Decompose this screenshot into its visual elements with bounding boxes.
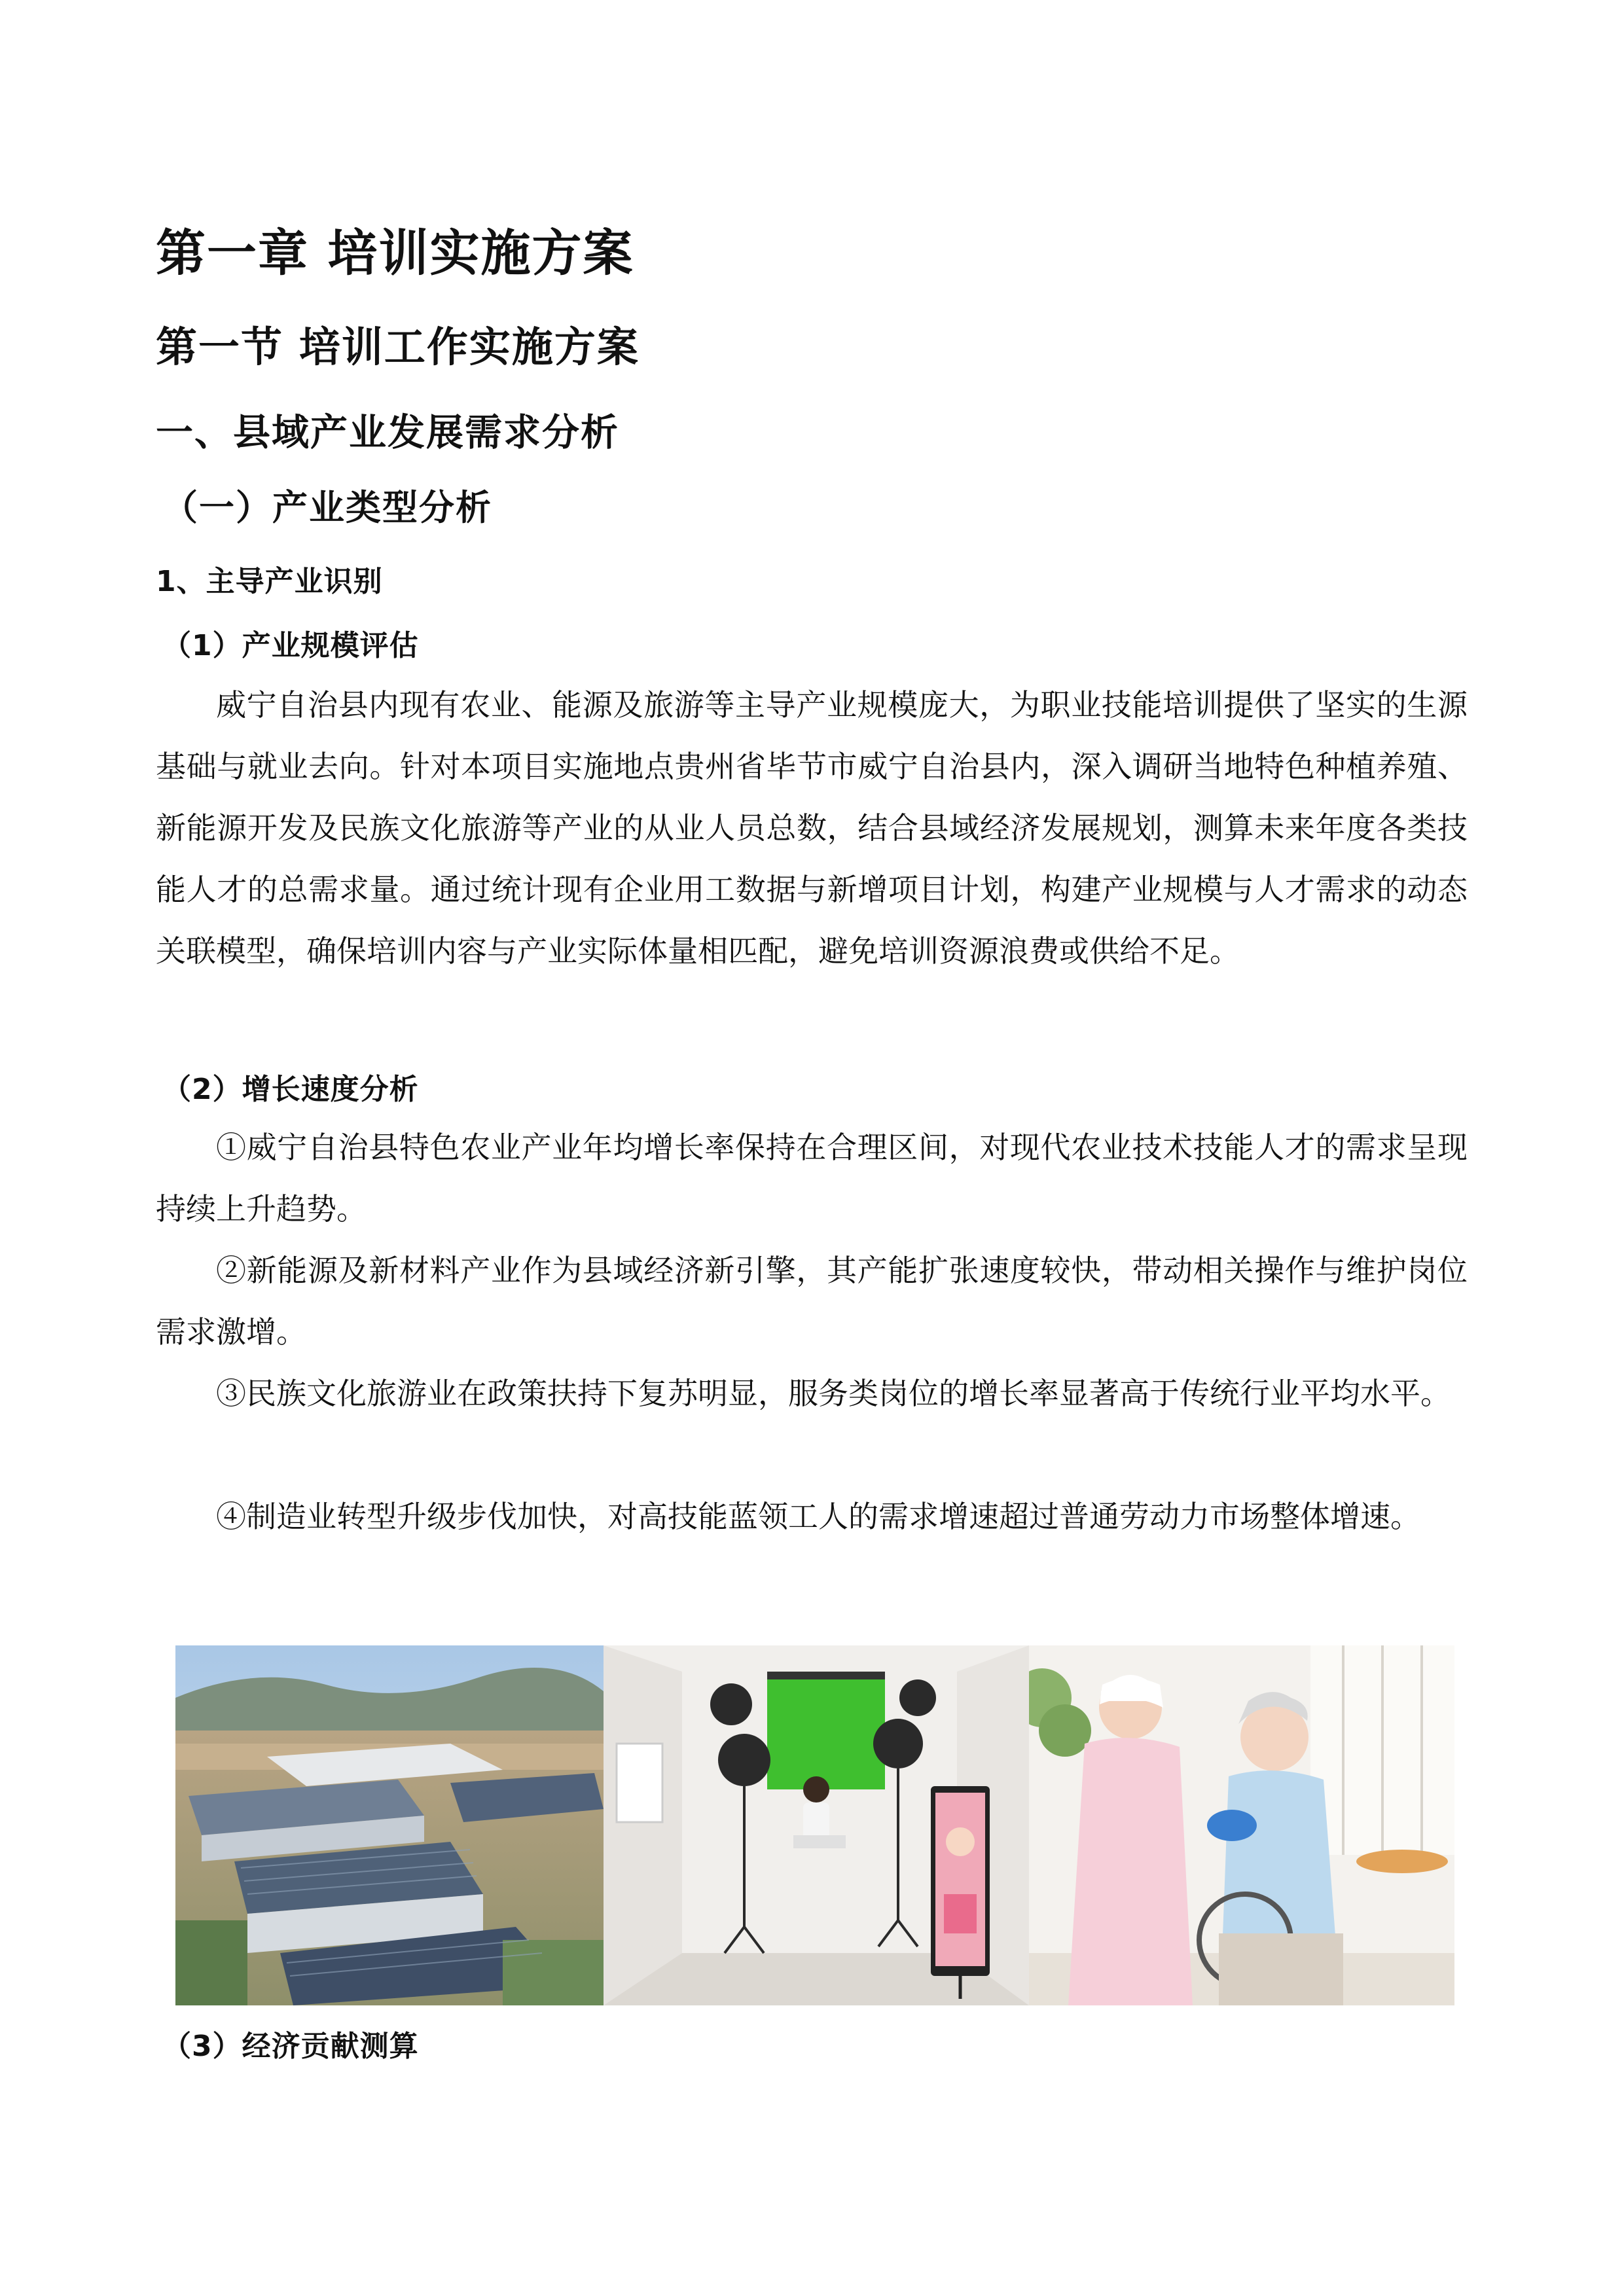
growth-point-1: ①威宁自治县特色农业产业年均增长率保持在合理区间，对现代农业技术技能人才的需求呈现持续上升趋势。 xyxy=(156,1130,1468,1227)
growth-point-3: ③民族文化旅游业在政策扶持下复苏明显，服务类岗位的增长率显著高于传统行业平均水平。 xyxy=(216,1376,1451,1411)
growth-point-2: ②新能源及新材料产业作为县域经济新引擎，其产能扩张速度较快，带动相关操作与维护岗位需求激增。 xyxy=(156,1253,1468,1350)
industrial-park-photo xyxy=(175,1645,604,2005)
sub1-title: （1）产业规模评估 xyxy=(162,629,419,662)
livestream-studio-photo xyxy=(604,1645,1029,2005)
chapter-title: 第一章 培训实施方案 xyxy=(156,224,634,282)
item-title: 1、主导产业识别 xyxy=(156,565,383,598)
elderly-care-photo xyxy=(1029,1645,1454,2005)
photo-strip xyxy=(175,1645,1454,2005)
sub2-title: （2）增长速度分析 xyxy=(162,1073,419,1106)
section-title: 第一节 培训工作实施方案 xyxy=(156,323,640,371)
scale-paragraph: 威宁自治县内现有农业、能源及旅游等主导产业规模庞大，为职业技能培训提供了坚实的生源基础与就业去向。针对本项目实施地点贵州省毕节市威宁自治县内，深入调研当地特色种植养殖、新能源开发及民族文化旅游等产业的从业人员总数，结合县域经济发展规划，测算未来年度各类技能人才的总需求量。通过统计现有企业用工数据与新增项目计划，构建产业规模与人才需求的动态关联模型，确保培训内容与产业实际体量相匹配，避免培训资源浪费或供给不足。 xyxy=(156,687,1468,969)
part-title: 一、县域产业发展需求分析 xyxy=(156,411,619,454)
subpart-title: （一）产业类型分析 xyxy=(162,487,492,528)
growth-point-4: ④制造业转型升级步伐加快，对高技能蓝领工人的需求增速超过普通劳动力市场整体增速。 xyxy=(216,1499,1420,1534)
sub3-title: （3）经济贡献测算 xyxy=(162,2030,419,2063)
